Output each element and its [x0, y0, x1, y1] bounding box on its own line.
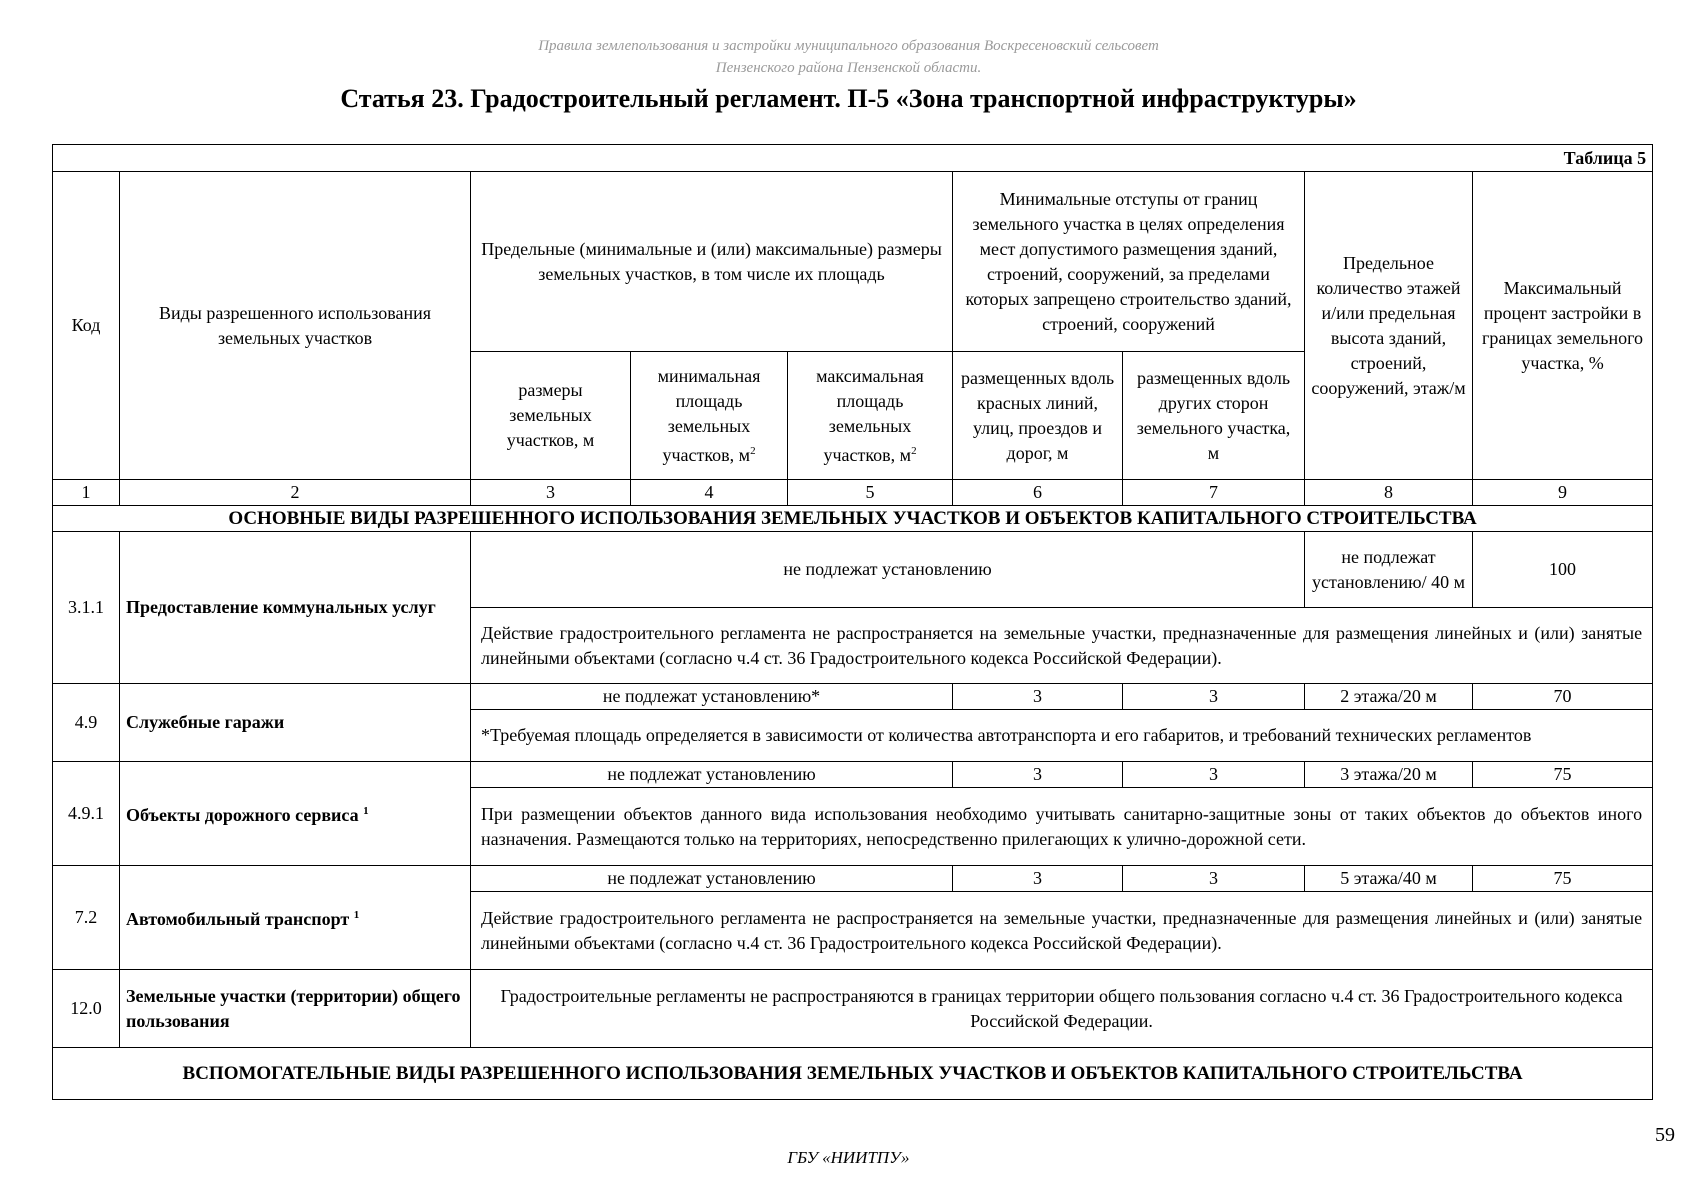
row-note: Действие градостроительного регламента не распространяется на земельные участки, предназначенные для размещения линейных и (или) занятые линейными объектами (согласно ч.4 ст. 36 Градостроительного кодекса Российской Федерации).	[471, 608, 1653, 684]
table-row	[53, 970, 1653, 1048]
col-number: 6	[953, 480, 1123, 506]
header-sizes-group: Предельные (минимальные и (или) максимальные) размеры земельных участков, в том числе их площадь	[471, 172, 953, 352]
header-max-percent: Максимальный процент застройки в границах земельного участка, %	[1473, 172, 1653, 480]
col-number: 2	[120, 480, 471, 506]
row-floors: не подлежат установлению/ 40 м	[1305, 532, 1473, 608]
regulation-table	[52, 144, 1653, 1100]
row-floors: 3 этажа/20 м	[1305, 762, 1473, 788]
row-note: *Требуемая площадь определяется в зависимости от количества автотранспорта и его габаритов, и требований технических регламентов	[471, 710, 1653, 762]
row-code: 12.0	[53, 970, 120, 1048]
header-vidy: Виды разрешенного использования земельных участков	[120, 172, 471, 480]
row-params: не подлежат установлению	[471, 762, 953, 788]
row-percent: 75	[1473, 866, 1653, 892]
header-kod: Код	[53, 172, 120, 480]
row-params: не подлежат установлению*	[471, 684, 953, 710]
header-min-area: минимальная площадь земельных участков, $м^2$	[631, 352, 788, 480]
row-floors: 2 этажа/20 м	[1305, 684, 1473, 710]
row-setback-red: 3	[953, 762, 1123, 788]
row-params: не подлежат установлению	[471, 866, 953, 892]
col-number: 7	[1123, 480, 1305, 506]
col-number: 3	[471, 480, 631, 506]
header-setbacks-group: Минимальные отступы от границ земельного участка в целях определения мест допустимого размещения зданий, строений, сооружений, за пределами которых запрещено строительство зданий, строений, сооружений	[953, 172, 1305, 352]
row-setback-other: 3	[1123, 684, 1305, 710]
page-title: Статья 23. Градостроительный регламент. П-5 «Зона транспортной инфраструктуры»	[340, 84, 1357, 113]
footnote-mark: 1	[363, 805, 369, 817]
col-number: 9	[1473, 480, 1653, 506]
header-along-red: размещенных вдоль красных линий, улиц, проездов и дорог, м	[953, 352, 1123, 480]
col-number: 5	[788, 480, 953, 506]
row-name: Предоставление коммунальных услуг	[120, 532, 471, 684]
row-name: Автомобильный транспорт $^1$	[120, 866, 471, 970]
row-note: Действие градостроительного регламента не распространяется на земельные участки, предназначенные для размещения линейных и (или) занятые линейными объектами (согласно ч.4 ст. 36 Градостроительного кодекса Российской Федерации).	[471, 892, 1653, 970]
row-floors: 5 этажа/40 м	[1305, 866, 1473, 892]
section-aux-title: ВСПОМОГАТЕЛЬНЫЕ ВИДЫ РАЗРЕШЕННОГО ИСПОЛЬЗОВАНИЯ ЗЕМЕЛЬНЫХ УЧАСТКОВ И ОБЪЕКТОВ КАПИТАЛЬНОГО СТРОИТЕЛЬСТВА	[53, 1048, 1653, 1100]
header-sizes: размеры земельных участков, м	[471, 352, 631, 480]
row-setback-red: 3	[953, 684, 1123, 710]
row-params: не подлежат установлению	[471, 532, 1305, 608]
col-number: 8	[1305, 480, 1473, 506]
row-code: 4.9	[53, 684, 120, 762]
header-max-area: максимальная площадь земельных участков, $м^2$	[788, 352, 953, 480]
footnote-mark: 1	[353, 909, 360, 921]
row-code: 7.2	[53, 866, 120, 970]
section-main-title: ОСНОВНЫЕ ВИДЫ РАЗРЕШЕННОГО ИСПОЛЬЗОВАНИЯ ЗЕМЕЛЬНЫХ УЧАСТКОВ И ОБЪЕКТОВ КАПИТАЛЬНОГО СТРОИТЕЛЬСТВА	[53, 506, 1653, 532]
running-header-line-1: Правила землепользования и застройки муниципального образования Воскресеновский сельсовет	[538, 38, 1159, 54]
running-header-line-2: Пензенского района Пензенской области.	[715, 60, 982, 76]
row-percent: 70	[1473, 684, 1653, 710]
header-floors: Предельное количество этажей и/или предельная высота зданий, строений, сооружений, этаж/м	[1305, 172, 1473, 480]
table-caption: Таблица 5	[53, 145, 1653, 172]
col-number: 4	[631, 480, 788, 506]
table-row	[53, 684, 1653, 710]
row-setback-other: 3	[1123, 762, 1305, 788]
header-along-other: размещенных вдоль других сторон земельного участка, м	[1123, 352, 1305, 480]
table-row	[53, 762, 1653, 788]
row-name: Земельные участки (территории) общего пользования	[120, 970, 471, 1048]
row-note: Градостроительные регламенты не распространяются в границах территории общего пользования согласно ч.4 ст. 36 Градостроительного кодекса Российской Федерации.	[471, 970, 1653, 1048]
page-number: 59	[1655, 1124, 1675, 1146]
row-code: 3.1.1	[53, 532, 120, 684]
column-numbers-row	[53, 480, 1653, 506]
row-setback-other: 3	[1123, 866, 1305, 892]
row-setback-red: 3	[953, 866, 1123, 892]
table-row	[53, 532, 1653, 608]
table-row	[53, 866, 1653, 892]
row-note: При размещении объектов данного вида использования необходимо учитывать санитарно-защитные зоны от таких объектов до объектов иного назначения. Размещаются только на территориях, непосредственно прилегающих к улично-дорожной сети.	[471, 788, 1653, 866]
row-name: Служебные гаражи	[120, 684, 471, 762]
row-code: 4.9.1	[53, 762, 120, 866]
row-name: Объекты дорожного сервиса $^1$	[120, 762, 471, 866]
row-percent: 100	[1473, 532, 1653, 608]
row-percent: 75	[1473, 762, 1653, 788]
col-number: 1	[53, 480, 120, 506]
footer-org: ГБУ «НИИТПУ»	[787, 1148, 910, 1167]
